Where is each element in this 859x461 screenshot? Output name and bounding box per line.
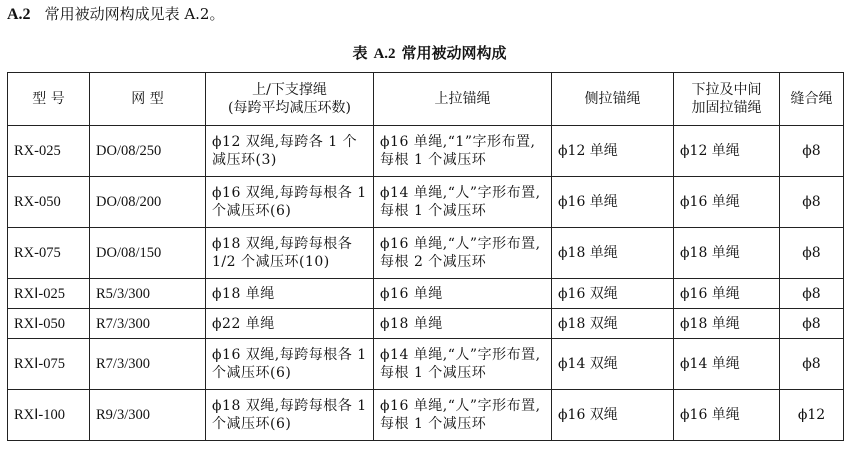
cell-model: RXⅠ-050: [8, 309, 90, 339]
cell-lower-anchor: ϕ16 单绳: [674, 390, 780, 441]
table-row: [8, 228, 844, 279]
cell-support-rope: ϕ18 双绳,每跨每根各 1 个减压环(6): [206, 390, 374, 441]
header-lower-anchor: 下拉及中间 加固拉锚绳: [674, 73, 780, 126]
cell-stitch-rope: ϕ12: [780, 390, 844, 441]
cell-upper-anchor: ϕ18 单绳: [374, 309, 552, 339]
cell-model: RXⅠ-075: [8, 339, 90, 390]
cell-lower-anchor: ϕ14 单绳: [674, 339, 780, 390]
header-support-rope: 上/下支撑绳 (每跨平均减压环数): [206, 73, 374, 126]
cell-stitch-rope: ϕ8: [780, 126, 844, 177]
section-text: 常用被动网构成见表 A.2。: [44, 5, 225, 23]
table-row: [8, 339, 844, 390]
cell-lower-anchor: ϕ18 单绳: [674, 228, 780, 279]
cell-model: RX-075: [8, 228, 90, 279]
cell-upper-anchor: ϕ16 单绳,“1”字形布置,每根 1 个减压环: [374, 126, 552, 177]
cell-lower-anchor: ϕ16 单绳: [674, 177, 780, 228]
header-side-anchor: 侧拉锚绳: [552, 73, 674, 126]
caption-number: A.2: [373, 46, 396, 62]
table-header-row: [8, 73, 844, 126]
caption-prefix: 表: [352, 44, 368, 62]
cell-upper-anchor: ϕ14 单绳,“人”字形布置,每根 1 个减压环: [374, 339, 552, 390]
cell-stitch-rope: ϕ8: [780, 177, 844, 228]
cell-support-rope: ϕ16 双绳,每跨每根各 1 个减压环(6): [206, 177, 374, 228]
cell-side-anchor: ϕ12 单绳: [552, 126, 674, 177]
net-composition-table: [7, 72, 844, 441]
cell-support-rope: ϕ18 双绳,每跨每根各 1/2 个减压环(10): [206, 228, 374, 279]
header-stitch-rope: 缝合绳: [780, 73, 844, 126]
cell-side-anchor: ϕ18 单绳: [552, 228, 674, 279]
header-upper-anchor: 上拉锚绳: [374, 73, 552, 126]
cell-net-type: DO/08/200: [90, 177, 206, 228]
cell-lower-anchor: ϕ18 单绳: [674, 309, 780, 339]
cell-model: RXⅠ-025: [8, 279, 90, 309]
cell-stitch-rope: ϕ8: [780, 228, 844, 279]
cell-stitch-rope: ϕ8: [780, 339, 844, 390]
cell-upper-anchor: ϕ16 单绳: [374, 279, 552, 309]
cell-model: RX-025: [8, 126, 90, 177]
cell-side-anchor: ϕ16 双绳: [552, 390, 674, 441]
table-row: [8, 126, 844, 177]
cell-upper-anchor: ϕ14 单绳,“人”字形布置,每根 1 个减压环: [374, 177, 552, 228]
cell-side-anchor: ϕ14 双绳: [552, 339, 674, 390]
table-row: [8, 177, 844, 228]
cell-net-type: R7/3/300: [90, 339, 206, 390]
cell-net-type: DO/08/150: [90, 228, 206, 279]
cell-net-type: R5/3/300: [90, 279, 206, 309]
cell-net-type: DO/08/250: [90, 126, 206, 177]
cell-support-rope: ϕ12 双绳,每跨各 1 个减压环(3): [206, 126, 374, 177]
caption-title: 常用被动网构成: [401, 44, 507, 62]
table-caption: [0, 42, 859, 64]
cell-side-anchor: ϕ18 双绳: [552, 309, 674, 339]
cell-stitch-rope: ϕ8: [780, 309, 844, 339]
cell-upper-anchor: ϕ16 单绳,“人”字形布置,每根 2 个减压环: [374, 228, 552, 279]
cell-side-anchor: ϕ16 单绳: [552, 177, 674, 228]
cell-support-rope: ϕ18 单绳: [206, 279, 374, 309]
header-model: 型 号: [8, 73, 90, 126]
table-row: [8, 279, 844, 309]
cell-net-type: R7/3/300: [90, 309, 206, 339]
cell-upper-anchor: ϕ16 单绳,“人”字形布置,每根 1 个减压环: [374, 390, 552, 441]
header-net-type: 网 型: [90, 73, 206, 126]
table-row: [8, 390, 844, 441]
cell-lower-anchor: ϕ12 单绳: [674, 126, 780, 177]
cell-net-type: R9/3/300: [90, 390, 206, 441]
section-heading: [7, 2, 224, 26]
section-number: A.2: [7, 6, 31, 23]
table-row: [8, 309, 844, 339]
cell-lower-anchor: ϕ16 单绳: [674, 279, 780, 309]
cell-stitch-rope: ϕ8: [780, 279, 844, 309]
cell-model: RX-050: [8, 177, 90, 228]
cell-model: RXⅠ-100: [8, 390, 90, 441]
cell-support-rope: ϕ16 双绳,每跨每根各 1 个减压环(6): [206, 339, 374, 390]
cell-support-rope: ϕ22 单绳: [206, 309, 374, 339]
cell-side-anchor: ϕ16 双绳: [552, 279, 674, 309]
